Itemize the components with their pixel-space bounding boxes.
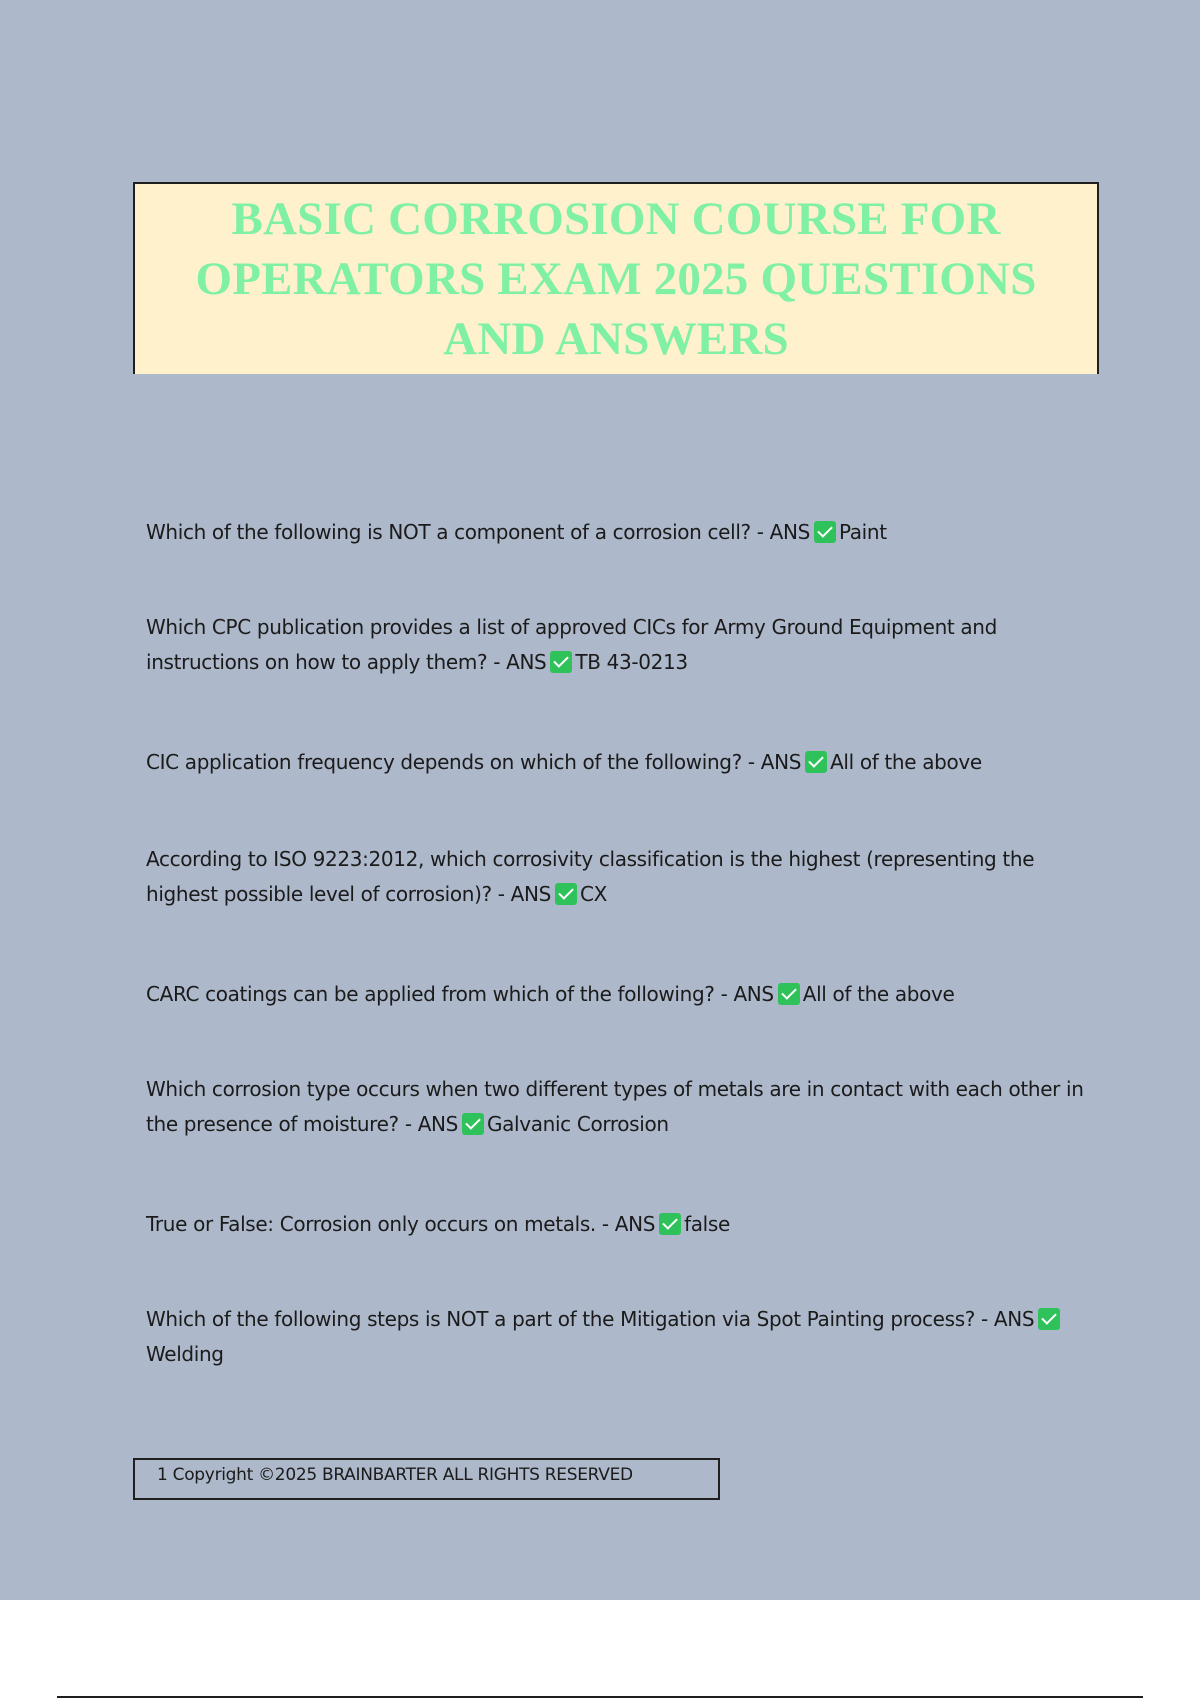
question-text: Which of the following steps is NOT a part of the Mitigation via Spot Painting process? - ANS bbox=[146, 1307, 1035, 1331]
question-text: According to ISO 9223:2012, which corrosivity classification is the highest (representing the highest possible level of corrosion)? - ANS bbox=[146, 847, 1035, 906]
qa-item bbox=[146, 1207, 1086, 1242]
answer-text: CX bbox=[579, 882, 607, 906]
document-title: BASIC CORROSION COURSE FOR OPERATORS EXAM 2025 QUESTIONS AND ANSWERS bbox=[195, 193, 1037, 365]
qa-item bbox=[146, 515, 1086, 550]
qa-item bbox=[146, 842, 1086, 912]
title-banner bbox=[133, 182, 1099, 374]
qa-item bbox=[146, 610, 1086, 680]
copyright-text: Copyright ©2025 BRAINBARTER ALL RIGHTS RESERVED bbox=[172, 1465, 633, 1485]
check-mark-icon bbox=[814, 521, 836, 543]
question-text: True or False: Corrosion only occurs on metals. - ANS bbox=[146, 1212, 656, 1236]
qa-item bbox=[146, 745, 1086, 780]
answer-text: All of the above bbox=[830, 750, 982, 774]
check-mark-icon bbox=[555, 883, 577, 905]
qa-item bbox=[146, 977, 1086, 1012]
page-number: 1 bbox=[157, 1465, 168, 1485]
check-mark-icon bbox=[1038, 1308, 1060, 1330]
check-mark-icon bbox=[550, 651, 572, 673]
qa-item bbox=[146, 1302, 1086, 1372]
question-text: CIC application frequency depends on which of the following? - ANS bbox=[146, 750, 802, 774]
copyright-footer bbox=[133, 1458, 720, 1500]
answer-text: Welding bbox=[146, 1342, 224, 1366]
question-text: CARC coatings can be applied from which of the following? - ANS bbox=[146, 982, 774, 1006]
answer-text: false bbox=[684, 1212, 730, 1236]
check-mark-icon bbox=[778, 983, 800, 1005]
check-mark-icon bbox=[462, 1113, 484, 1135]
answer-text: TB 43-0213 bbox=[575, 650, 688, 674]
check-mark-icon bbox=[805, 751, 827, 773]
answer-text: All of the above bbox=[802, 982, 955, 1006]
question-text: Which CPC publication provides a list of approved CICs for Army Ground Equipment and instructions on how to apply them? - ANS bbox=[146, 615, 997, 674]
qa-item bbox=[146, 1072, 1086, 1142]
answer-text: Galvanic Corrosion bbox=[487, 1112, 669, 1136]
check-mark-icon bbox=[659, 1213, 681, 1235]
divider bbox=[57, 1696, 1143, 1698]
question-text: Which of the following is NOT a component of a corrosion cell? - ANS bbox=[146, 520, 810, 544]
question-text: Which corrosion type occurs when two different types of metals are in contact with each other in the presence of moisture? - ANS bbox=[146, 1077, 1084, 1136]
answer-text: Paint bbox=[838, 520, 887, 544]
